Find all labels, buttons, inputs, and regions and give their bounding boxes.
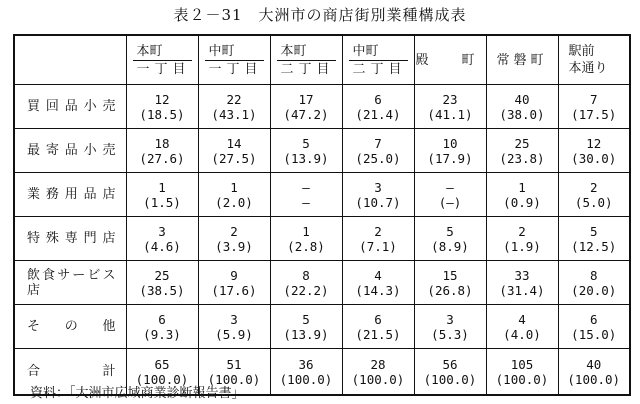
row-label: 買回品小売 xyxy=(14,85,126,129)
source-note: 資料：「大洲市広域商業診断報告書」 xyxy=(30,386,245,401)
cell-count: 1 xyxy=(158,179,166,195)
cell-count: 14 xyxy=(226,135,242,151)
cell-count: 1 xyxy=(302,223,310,239)
cell-percent: (43.1) xyxy=(211,106,257,122)
cell-count: 40 xyxy=(586,356,602,372)
table-title: 表２－31 大洲市の商店街別業種構成表 xyxy=(173,6,467,24)
cell-count: 3 xyxy=(230,311,238,327)
cell-percent: (26.8) xyxy=(427,282,473,298)
table-cell xyxy=(558,305,630,349)
cell-count: 6 xyxy=(374,311,382,327)
column-header-line1: 中町 xyxy=(208,43,235,59)
cell-count: 6 xyxy=(589,311,598,327)
table-cell xyxy=(414,261,486,305)
cell-count: 5 xyxy=(302,135,310,151)
cell-count: 25 xyxy=(514,135,530,151)
table-cell xyxy=(558,349,630,396)
table-cell xyxy=(126,173,198,217)
cell-percent: (30.0) xyxy=(571,150,617,166)
cell-percent: (5.0) xyxy=(574,194,613,210)
cell-count: 1 xyxy=(230,179,238,195)
cell-percent: (0.9) xyxy=(503,194,541,210)
cell-count: 2 xyxy=(374,223,382,239)
corner-cell xyxy=(14,35,126,85)
row-label: 合計 xyxy=(14,349,126,396)
row-label: その他 xyxy=(14,305,126,349)
column-header-line1: 中町 xyxy=(352,43,379,59)
cell-count: 1 xyxy=(518,179,526,195)
row-label: 最寄品小売 xyxy=(14,129,126,173)
table-cell xyxy=(198,129,270,173)
cell-count: 22 xyxy=(226,91,242,107)
cell-percent: (25.0) xyxy=(355,150,401,166)
column-header xyxy=(486,35,558,85)
cell-percent: (18.5) xyxy=(139,106,185,122)
cell-count: 18 xyxy=(154,135,170,151)
cell-count: 36 xyxy=(298,356,314,372)
table-cell xyxy=(270,173,342,217)
table-cell xyxy=(198,305,270,349)
table-cell xyxy=(198,261,270,305)
table-cell xyxy=(414,217,486,261)
cell-percent: (12.5) xyxy=(571,238,617,254)
column-header-line1: 本町 xyxy=(136,43,163,59)
cell-percent: (17.5) xyxy=(571,106,617,122)
cell-percent: (14.3) xyxy=(355,282,401,298)
cell-percent: (15.0) xyxy=(571,326,617,342)
table-row xyxy=(14,129,630,173)
table-cell xyxy=(342,85,414,129)
cell-count: 56 xyxy=(442,356,458,372)
cell-percent: (1.9) xyxy=(503,238,541,254)
cell-count: 105 xyxy=(510,356,534,372)
cell-percent: (13.9) xyxy=(283,150,329,166)
cell-percent: (1.5) xyxy=(143,194,181,210)
column-header-line1: 殿 町 xyxy=(415,52,485,68)
table-row xyxy=(14,85,630,129)
column-header xyxy=(558,35,630,85)
table-body xyxy=(14,85,630,396)
cell-percent: (5.9) xyxy=(215,326,253,342)
cell-percent: (20.0) xyxy=(571,282,617,298)
cell-count: 6 xyxy=(374,91,382,107)
table-cell xyxy=(198,217,270,261)
cell-percent: (27.5) xyxy=(211,150,257,166)
table-cell xyxy=(558,85,630,129)
cell-percent: (100.0) xyxy=(207,371,261,387)
table-row xyxy=(14,305,630,349)
row-label: 業務用品店 xyxy=(14,173,126,217)
cell-count: 2 xyxy=(230,223,238,239)
cell-count: 5 xyxy=(589,223,598,239)
cell-count: 5 xyxy=(446,223,454,239)
table-cell xyxy=(486,85,558,129)
cell-percent: (27.6) xyxy=(139,150,185,166)
table-cell xyxy=(126,217,198,261)
cell-percent: (2.0) xyxy=(215,194,253,210)
cell-count: 3 xyxy=(158,223,166,239)
cell-count: 9 xyxy=(230,267,238,283)
cell-percent: (7.1) xyxy=(359,238,397,254)
cell-count: 12 xyxy=(586,135,602,151)
cell-percent: (9.3) xyxy=(143,326,181,342)
cell-count: 25 xyxy=(154,267,170,283)
cell-count: 12 xyxy=(154,91,170,107)
cell-percent: (8.9) xyxy=(431,238,469,254)
cell-percent: (13.9) xyxy=(283,326,329,342)
cell-percent: (100.0) xyxy=(135,371,189,387)
header-row xyxy=(14,35,630,85)
cell-count: 4 xyxy=(374,267,382,283)
table-cell xyxy=(486,129,558,173)
cell-count: 3 xyxy=(374,179,382,195)
column-header-line2: 一丁目 xyxy=(205,60,264,78)
cell-count: 6 xyxy=(158,311,166,327)
cell-percent: (100.0) xyxy=(351,371,405,387)
cell-percent: (100.0) xyxy=(495,371,549,387)
cell-percent: (38.0) xyxy=(499,106,545,122)
table-cell xyxy=(486,261,558,305)
table-cell xyxy=(486,217,558,261)
table-cell xyxy=(558,261,630,305)
cell-percent: (17.6) xyxy=(211,282,257,298)
cell-percent: (100.0) xyxy=(567,371,621,387)
table-row xyxy=(14,173,630,217)
table-row xyxy=(14,217,630,261)
table-cell xyxy=(414,305,486,349)
table-cell xyxy=(558,129,630,173)
table-cell xyxy=(126,261,198,305)
column-header xyxy=(126,35,198,85)
column-header-line1: 本町 xyxy=(280,43,307,59)
cell-count: — xyxy=(446,179,454,195)
table-cell xyxy=(414,85,486,129)
column-header-line2: 二丁目 xyxy=(277,60,336,78)
cell-count: 2 xyxy=(589,179,598,195)
cell-percent: (17.9) xyxy=(427,150,473,166)
cell-count: 4 xyxy=(518,311,526,327)
cell-percent: (38.5) xyxy=(139,282,185,298)
cell-percent: (23.8) xyxy=(499,150,545,166)
row-label: 特殊専門店 xyxy=(14,217,126,261)
cell-count: 5 xyxy=(302,311,310,327)
cell-count: 33 xyxy=(514,267,530,283)
table-cell xyxy=(486,349,558,396)
cell-percent: (2.8) xyxy=(287,238,325,254)
cell-percent: (21.4) xyxy=(355,106,401,122)
table-cell xyxy=(342,305,414,349)
table-cell xyxy=(414,173,486,217)
table-cell xyxy=(126,129,198,173)
cell-percent: (3.9) xyxy=(215,238,253,254)
cell-count: 51 xyxy=(226,356,242,372)
cell-percent: (21.5) xyxy=(355,326,401,342)
table-cell xyxy=(342,129,414,173)
row-label: 飲食サービス店 xyxy=(14,261,126,305)
table-cell xyxy=(414,129,486,173)
table-cell xyxy=(486,305,558,349)
cell-count: 3 xyxy=(446,311,454,327)
column-header xyxy=(414,35,486,85)
cell-count: 10 xyxy=(442,135,458,151)
cell-count: — xyxy=(302,179,310,195)
cell-count: 23 xyxy=(442,91,458,107)
column-header-line1: 駅前 xyxy=(568,44,595,59)
table-cell xyxy=(270,217,342,261)
table-cell xyxy=(126,305,198,349)
column-header-line2: 本通り xyxy=(568,61,608,76)
table-row xyxy=(14,261,630,305)
cell-percent: (5.3) xyxy=(431,326,469,342)
table-cell xyxy=(198,85,270,129)
cell-count: 2 xyxy=(518,223,526,239)
table-cell xyxy=(342,349,414,396)
table-cell xyxy=(486,173,558,217)
column-header-line2: 二丁目 xyxy=(349,60,408,78)
cell-percent: (47.2) xyxy=(283,106,329,122)
cell-count: 40 xyxy=(514,91,530,107)
table-cell xyxy=(126,85,198,129)
column-header-line2: 一丁目 xyxy=(133,60,192,78)
table-cell xyxy=(270,85,342,129)
table-cell xyxy=(342,261,414,305)
table-cell xyxy=(270,261,342,305)
cell-percent: (22.2) xyxy=(283,282,329,298)
cell-count: 8 xyxy=(589,267,598,283)
cell-percent: (4.0) xyxy=(503,326,541,342)
table-cell xyxy=(270,305,342,349)
cell-percent: (10.7) xyxy=(355,194,401,210)
table-cell xyxy=(558,217,630,261)
column-header-line1: 常磐町 xyxy=(496,52,548,68)
cell-count: 28 xyxy=(370,356,386,372)
cell-count: 8 xyxy=(302,267,310,283)
column-header xyxy=(198,35,270,85)
table-cell xyxy=(270,129,342,173)
table-cell xyxy=(414,349,486,396)
cell-count: 65 xyxy=(154,356,170,372)
cell-percent: (41.1) xyxy=(427,106,473,122)
cell-percent: (100.0) xyxy=(423,371,477,387)
cell-percent: — xyxy=(302,194,310,210)
business-composition-table xyxy=(13,34,631,396)
cell-count: 15 xyxy=(442,267,458,283)
cell-percent: (—) xyxy=(438,194,462,210)
table-cell xyxy=(198,173,270,217)
cell-percent: (4.6) xyxy=(143,238,181,254)
cell-percent: (100.0) xyxy=(279,371,333,387)
cell-count: 17 xyxy=(298,91,314,107)
table-cell xyxy=(270,349,342,396)
cell-percent: (31.4) xyxy=(499,282,545,298)
table-cell xyxy=(342,217,414,261)
column-header xyxy=(342,35,414,85)
table-cell xyxy=(342,173,414,217)
cell-count: 7 xyxy=(374,135,382,151)
cell-count: 7 xyxy=(589,91,598,107)
column-header xyxy=(270,35,342,85)
table-cell xyxy=(558,173,630,217)
